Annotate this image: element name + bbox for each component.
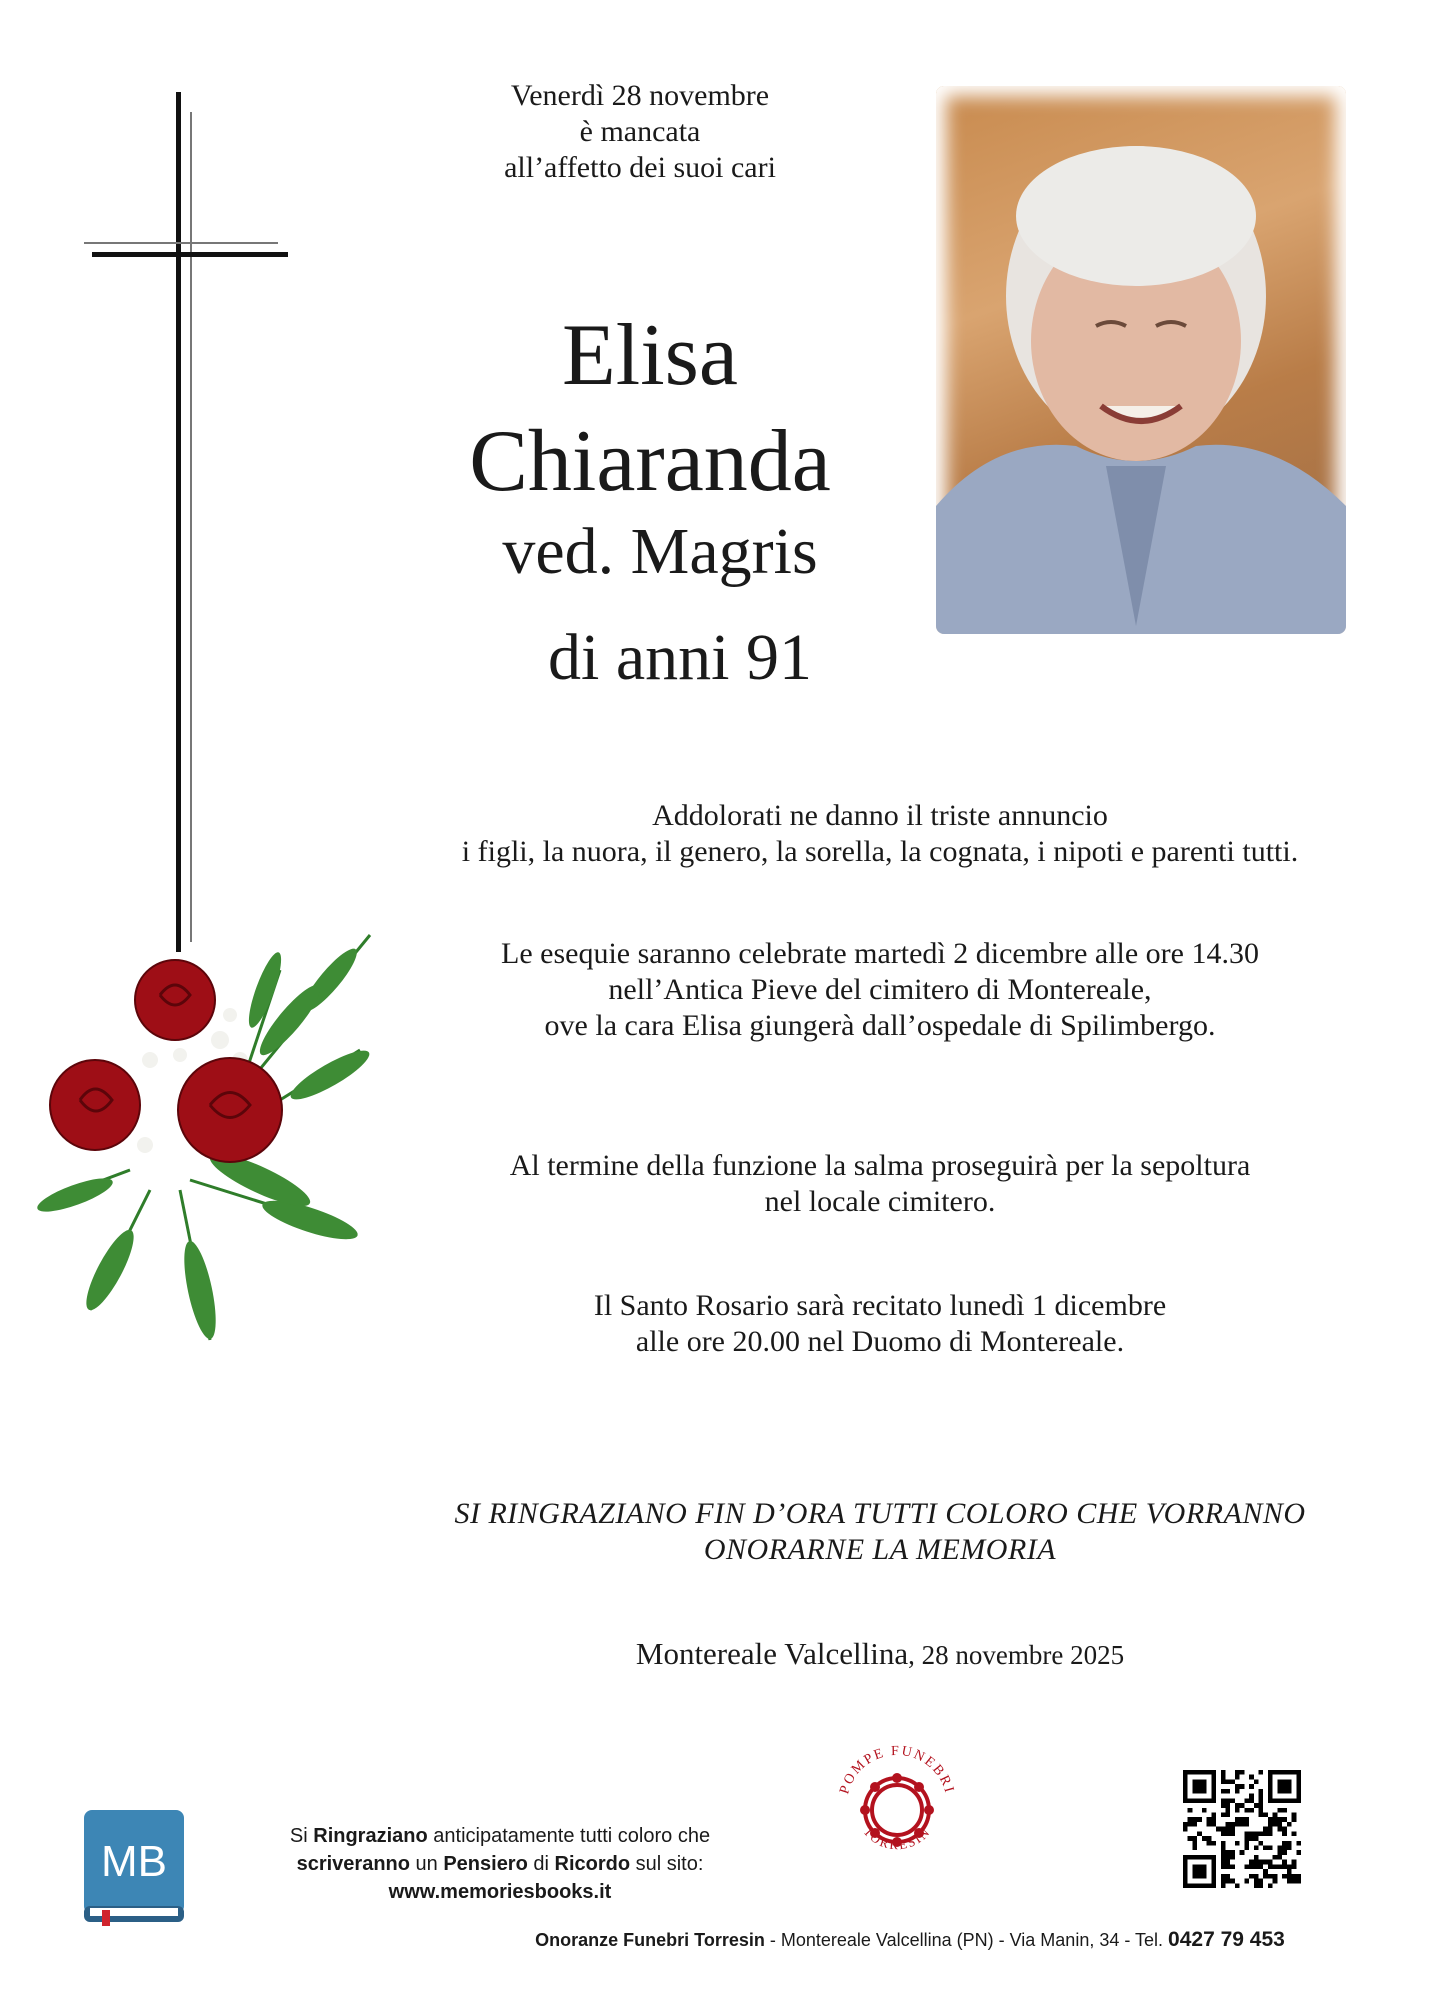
memoriesbooks-note	[250, 1822, 750, 1906]
intro-line-2: è mancata	[579, 115, 701, 148]
torresin-wreath-logo	[832, 1740, 962, 1870]
mb-logo-text: MB	[101, 1837, 167, 1886]
funeral-line-2: nell’Antica Pieve del cimitero di Montereale,	[608, 973, 1152, 1006]
thanks-line-2: ONORARNE LA MEMORIA	[703, 1533, 1057, 1566]
mb-note-line-2: scriveranno un Pensiero di Ricordo sul sito:	[296, 1853, 704, 1875]
mb-site-link[interactable]: www.memoriesbooks.it	[388, 1881, 612, 1903]
company-phone: 0427 79 453	[1168, 1928, 1285, 1951]
widow-of: ved. Magris	[502, 515, 818, 588]
company-details: - Montereale Valcellina (PN) - Via Manin, 34 - Tel.	[764, 1930, 1169, 1950]
announcement	[380, 798, 1380, 870]
intro-line-1: Venerdì 28 novembre	[510, 79, 770, 112]
qr-code[interactable]	[1183, 1770, 1301, 1888]
burial-line-2: nel locale cimitero.	[764, 1185, 996, 1218]
intro-text	[440, 78, 840, 186]
company-name: Onoranze Funebri Torresin	[535, 1930, 765, 1950]
intro-line-3: all’affetto dei suoi cari	[504, 151, 776, 184]
deceased-last-name: Chiaranda	[469, 413, 831, 510]
rosary-info	[380, 1288, 1380, 1360]
burial-info	[380, 1148, 1380, 1220]
cross-icon	[84, 92, 294, 972]
announcement-line-1: Addolorati ne danno il triste annuncio	[652, 799, 1108, 832]
thanks-line-1: SI RINGRAZIANO FIN D’ORA TUTTI COLORO CHE VORRANNO	[454, 1497, 1306, 1530]
burial-line-1: Al termine della funzione la salma proseguirà per la sepoltura	[509, 1149, 1251, 1182]
svg-text:TORRESIN: TORRESIN	[860, 1823, 934, 1853]
funeral-line-3: ove la cara Elisa giungerà dall’ospedale di Spilimbergo.	[544, 1009, 1216, 1042]
rosary-line-1: Il Santo Rosario sarà recitato lunedì 1 dicembre	[593, 1289, 1167, 1322]
deceased-first-name: Elisa	[562, 307, 738, 404]
announcement-line-2: i figli, la nuora, il genero, la sorella, la cognata, i nipoti e parenti tutti.	[461, 835, 1299, 868]
funeral-line-1: Le esequie saranno celebrate martedì 2 dicembre alle ore 14.30	[501, 937, 1259, 970]
flower-bouquet-icon	[30, 930, 380, 1350]
rosary-line-2: alle ore 20.00 nel Duomo di Montereale.	[635, 1325, 1125, 1358]
mb-note-line-1: Si Ringraziano anticipatamente tutti coloro che	[289, 1825, 711, 1847]
place: Montereale Valcellina	[635, 1636, 909, 1671]
portrait-photo	[936, 86, 1346, 634]
mb-book-logo[interactable]	[84, 1810, 184, 1926]
thanks-note	[390, 1496, 1370, 1568]
svg-text:POMPE FUNEBRI: POMPE FUNEBRI	[837, 1743, 957, 1796]
date: , 28 novembre 2025	[908, 1640, 1125, 1670]
funeral-info	[380, 936, 1380, 1044]
company-footer	[480, 1928, 1340, 1952]
place-date	[380, 1634, 1380, 1675]
deceased-age: di anni 91	[548, 621, 812, 694]
